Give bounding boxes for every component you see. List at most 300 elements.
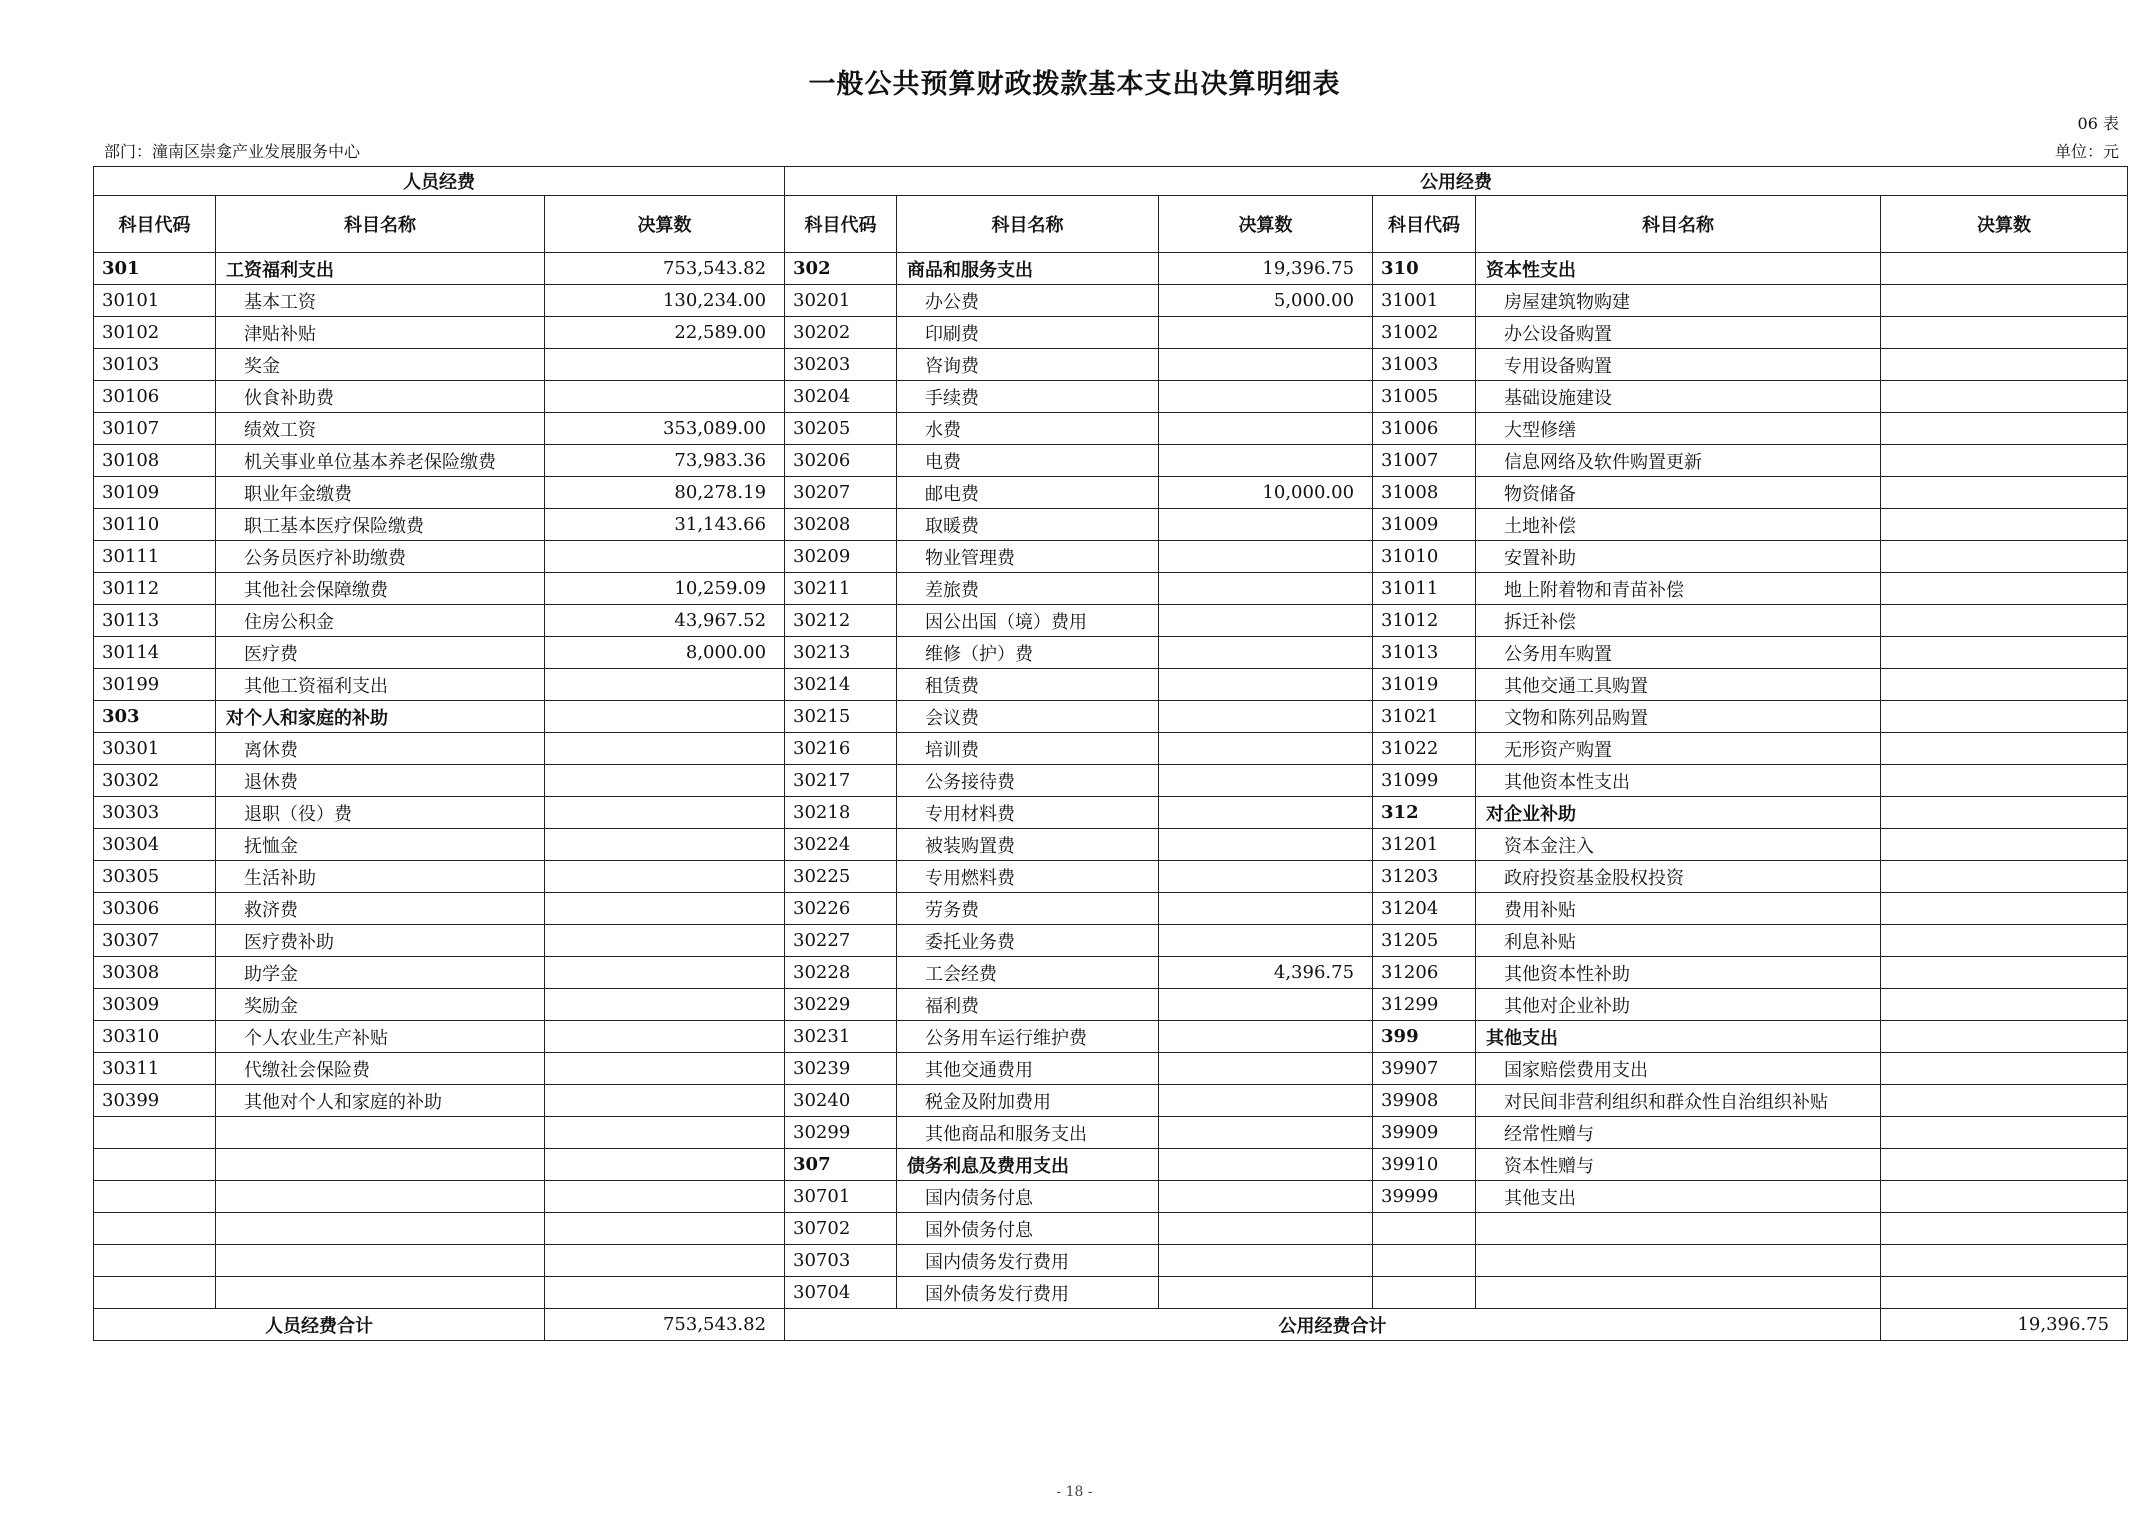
item-code: 30310 (94, 1021, 216, 1053)
item-code: 30305 (94, 861, 216, 893)
item-amount (1159, 1021, 1373, 1053)
table-row (94, 253, 2128, 285)
item-amount (1159, 797, 1373, 829)
item-code: 30311 (94, 1053, 216, 1085)
item-code (94, 1277, 216, 1309)
item-code: 30701 (785, 1181, 897, 1213)
item-name: 职业年金缴费 (216, 477, 545, 509)
item-amount (545, 1021, 785, 1053)
table-row (94, 1117, 2128, 1149)
item-name: 工会经费 (897, 957, 1159, 989)
item-code: 39907 (1373, 1053, 1476, 1085)
item-amount (545, 989, 785, 1021)
item-code: 301 (94, 253, 216, 285)
item-name: 对个人和家庭的补助 (216, 701, 545, 733)
item-amount (545, 381, 785, 413)
item-amount (1881, 285, 2128, 317)
item-code: 31011 (1373, 573, 1476, 605)
item-name (1476, 1245, 1881, 1277)
item-code: 31203 (1373, 861, 1476, 893)
item-code (94, 1213, 216, 1245)
item-amount (1159, 605, 1373, 637)
item-name: 助学金 (216, 957, 545, 989)
item-name: 委托业务费 (897, 925, 1159, 957)
item-name: 基本工资 (216, 285, 545, 317)
department-label: 部门：潼南区崇龛产业发展服务中心 (104, 142, 361, 161)
item-code: 30214 (785, 669, 897, 701)
col-code-header: 科目代码 (785, 196, 897, 253)
item-name: 伙食补助费 (216, 381, 545, 413)
item-name: 奖励金 (216, 989, 545, 1021)
item-name: 退职（役）费 (216, 797, 545, 829)
item-code: 39908 (1373, 1085, 1476, 1117)
item-name: 救济费 (216, 893, 545, 925)
item-name: 其他对企业补助 (1476, 989, 1881, 1021)
item-code: 30302 (94, 765, 216, 797)
item-amount (1881, 1053, 2128, 1085)
item-amount (1881, 861, 2128, 893)
item-code: 303 (94, 701, 216, 733)
item-amount (545, 541, 785, 573)
col-name-header: 科目名称 (1476, 196, 1881, 253)
item-name: 办公费 (897, 285, 1159, 317)
item-name: 公务用车购置 (1476, 637, 1881, 669)
item-name: 国家赔偿费用支出 (1476, 1053, 1881, 1085)
item-code: 30203 (785, 349, 897, 381)
item-amount (1881, 317, 2128, 349)
item-name: 代缴社会保险费 (216, 1053, 545, 1085)
item-amount: 22,589.00 (545, 317, 785, 349)
item-code: 31007 (1373, 445, 1476, 477)
item-name: 税金及附加费用 (897, 1085, 1159, 1117)
item-name: 机关事业单位基本养老保险缴费 (216, 445, 545, 477)
item-code: 30213 (785, 637, 897, 669)
item-amount (1159, 413, 1373, 445)
item-code: 30225 (785, 861, 897, 893)
item-code: 312 (1373, 797, 1476, 829)
item-amount (1159, 349, 1373, 381)
item-code: 399 (1373, 1021, 1476, 1053)
item-name: 其他资本性补助 (1476, 957, 1881, 989)
item-name: 文物和陈列品购置 (1476, 701, 1881, 733)
item-amount (1159, 733, 1373, 765)
item-code: 30226 (785, 893, 897, 925)
item-name: 其他对个人和家庭的补助 (216, 1085, 545, 1117)
item-name: 生活补助 (216, 861, 545, 893)
item-amount (1881, 477, 2128, 509)
item-code (94, 1181, 216, 1213)
table-row (94, 317, 2128, 349)
item-code: 30306 (94, 893, 216, 925)
item-name: 国内债务付息 (897, 1181, 1159, 1213)
table-row (94, 573, 2128, 605)
item-code: 31201 (1373, 829, 1476, 861)
table-row (94, 925, 2128, 957)
item-name: 咨询费 (897, 349, 1159, 381)
item-amount (1159, 637, 1373, 669)
item-amount (1881, 1245, 2128, 1277)
item-name: 会议费 (897, 701, 1159, 733)
item-name: 利息补贴 (1476, 925, 1881, 957)
item-name: 医疗费补助 (216, 925, 545, 957)
item-code: 30108 (94, 445, 216, 477)
item-name: 电费 (897, 445, 1159, 477)
table-row (94, 1181, 2128, 1213)
item-amount (545, 733, 785, 765)
item-amount: 5,000.00 (1159, 285, 1373, 317)
item-name: 其他商品和服务支出 (897, 1117, 1159, 1149)
item-name: 大型修缮 (1476, 413, 1881, 445)
item-code: 31021 (1373, 701, 1476, 733)
item-amount (545, 957, 785, 989)
table-row (94, 1085, 2128, 1117)
item-code: 30202 (785, 317, 897, 349)
item-code: 30307 (94, 925, 216, 957)
table-row (94, 861, 2128, 893)
item-amount: 80,278.19 (545, 477, 785, 509)
item-code: 30113 (94, 605, 216, 637)
item-code (1373, 1213, 1476, 1245)
item-amount (1159, 381, 1373, 413)
item-name (216, 1149, 545, 1181)
group-personnel-header: 人员经费 (94, 167, 785, 196)
item-name: 因公出国（境）费用 (897, 605, 1159, 637)
item-name: 福利费 (897, 989, 1159, 1021)
item-code: 30703 (785, 1245, 897, 1277)
item-code: 31001 (1373, 285, 1476, 317)
col-amount-header: 决算数 (1881, 196, 2128, 253)
item-name: 退休费 (216, 765, 545, 797)
item-amount (1881, 413, 2128, 445)
item-name: 其他资本性支出 (1476, 765, 1881, 797)
item-amount (1159, 541, 1373, 573)
item-name (216, 1117, 545, 1149)
item-name: 拆迁补偿 (1476, 605, 1881, 637)
table-number: 06 表 (2077, 114, 2119, 133)
item-amount (545, 1245, 785, 1277)
item-amount (545, 1213, 785, 1245)
item-amount (1881, 573, 2128, 605)
item-name: 其他工资福利支出 (216, 669, 545, 701)
item-name: 无形资产购置 (1476, 733, 1881, 765)
item-name: 其他交通费用 (897, 1053, 1159, 1085)
item-name: 差旅费 (897, 573, 1159, 605)
item-amount: 353,089.00 (545, 413, 785, 445)
item-amount (545, 893, 785, 925)
item-amount (545, 701, 785, 733)
expenditure-table (93, 166, 2128, 1341)
item-amount (1159, 1277, 1373, 1309)
table-row (94, 413, 2128, 445)
unit-label: 单位：元 (2054, 142, 2119, 161)
item-name: 培训费 (897, 733, 1159, 765)
item-amount (1881, 1021, 2128, 1053)
item-amount (545, 797, 785, 829)
item-code: 31013 (1373, 637, 1476, 669)
item-amount (1881, 541, 2128, 573)
item-amount (1159, 1117, 1373, 1149)
item-name: 职工基本医疗保险缴费 (216, 509, 545, 541)
item-amount (1881, 1117, 2128, 1149)
item-code (1373, 1245, 1476, 1277)
item-amount (1159, 1245, 1373, 1277)
item-amount (1159, 925, 1373, 957)
item-name: 公务用车运行维护费 (897, 1021, 1159, 1053)
item-name: 资本性赠与 (1476, 1149, 1881, 1181)
item-code: 30102 (94, 317, 216, 349)
public-total-label: 公用经费合计 (785, 1309, 1881, 1341)
item-code: 31008 (1373, 477, 1476, 509)
item-amount (1881, 1213, 2128, 1245)
item-amount (1881, 957, 2128, 989)
table-body (94, 253, 2128, 1309)
item-name: 工资福利支出 (216, 253, 545, 285)
item-amount: 753,543.82 (545, 253, 785, 285)
item-code: 30217 (785, 765, 897, 797)
item-code: 31012 (1373, 605, 1476, 637)
item-amount (1159, 1085, 1373, 1117)
table-row (94, 605, 2128, 637)
item-code: 30301 (94, 733, 216, 765)
item-amount (1159, 989, 1373, 1021)
item-amount (545, 1181, 785, 1213)
item-name: 土地补偿 (1476, 509, 1881, 541)
item-amount (1881, 637, 2128, 669)
item-amount (545, 349, 785, 381)
item-amount (1881, 989, 2128, 1021)
item-code: 30299 (785, 1117, 897, 1149)
item-amount (1881, 829, 2128, 861)
item-code: 31204 (1373, 893, 1476, 925)
item-amount (1881, 893, 2128, 925)
col-code-header: 科目代码 (1373, 196, 1476, 253)
item-amount: 73,983.36 (545, 445, 785, 477)
item-name: 印刷费 (897, 317, 1159, 349)
item-code: 31206 (1373, 957, 1476, 989)
item-code: 31099 (1373, 765, 1476, 797)
item-name: 其他社会保障缴费 (216, 573, 545, 605)
item-code: 30201 (785, 285, 897, 317)
item-code: 30111 (94, 541, 216, 573)
item-name: 国内债务发行费用 (897, 1245, 1159, 1277)
item-amount (545, 1117, 785, 1149)
item-amount (545, 1277, 785, 1309)
item-amount (1159, 1053, 1373, 1085)
item-code (1373, 1277, 1476, 1309)
item-code: 39910 (1373, 1149, 1476, 1181)
page-title: 一般公共预算财政拨款基本支出决算明细表 (808, 69, 1341, 100)
table-row (94, 541, 2128, 573)
item-name: 公务接待费 (897, 765, 1159, 797)
item-code: 30303 (94, 797, 216, 829)
item-code: 30399 (94, 1085, 216, 1117)
item-code: 30229 (785, 989, 897, 1021)
item-amount: 130,234.00 (545, 285, 785, 317)
item-amount (1159, 509, 1373, 541)
item-code: 30208 (785, 509, 897, 541)
item-amount (1881, 733, 2128, 765)
item-amount (1159, 573, 1373, 605)
item-name: 租赁费 (897, 669, 1159, 701)
item-amount (1881, 701, 2128, 733)
item-name: 专用材料费 (897, 797, 1159, 829)
item-name (216, 1245, 545, 1277)
item-name: 津贴补贴 (216, 317, 545, 349)
item-amount (545, 861, 785, 893)
table-row (94, 957, 2128, 989)
table-row (94, 445, 2128, 477)
item-amount (545, 1053, 785, 1085)
item-name: 政府投资基金股权投资 (1476, 861, 1881, 893)
item-name: 国外债务付息 (897, 1213, 1159, 1245)
table-row (94, 797, 2128, 829)
item-amount: 10,259.09 (545, 573, 785, 605)
item-code: 31010 (1373, 541, 1476, 573)
table-row (94, 701, 2128, 733)
item-name: 抚恤金 (216, 829, 545, 861)
item-amount (1881, 445, 2128, 477)
item-code: 31002 (1373, 317, 1476, 349)
item-code: 30216 (785, 733, 897, 765)
item-code: 31003 (1373, 349, 1476, 381)
item-code: 30207 (785, 477, 897, 509)
table-row (94, 669, 2128, 701)
item-amount (1159, 1213, 1373, 1245)
public-total-amount: 19,396.75 (1881, 1309, 2128, 1341)
item-amount (1159, 701, 1373, 733)
item-amount (1159, 765, 1373, 797)
item-name: 邮电费 (897, 477, 1159, 509)
item-name: 费用补贴 (1476, 893, 1881, 925)
item-name: 物资储备 (1476, 477, 1881, 509)
item-name: 资本性支出 (1476, 253, 1881, 285)
item-amount: 8,000.00 (545, 637, 785, 669)
item-code: 30211 (785, 573, 897, 605)
item-name: 离休费 (216, 733, 545, 765)
item-amount (545, 669, 785, 701)
table-row (94, 509, 2128, 541)
item-amount (1159, 669, 1373, 701)
item-amount (1881, 925, 2128, 957)
item-name: 房屋建筑物购建 (1476, 285, 1881, 317)
item-amount (545, 1149, 785, 1181)
item-amount: 43,967.52 (545, 605, 785, 637)
item-amount (545, 925, 785, 957)
item-name: 其他支出 (1476, 1181, 1881, 1213)
item-amount (1881, 1085, 2128, 1117)
table-row (94, 765, 2128, 797)
item-amount (1159, 1149, 1373, 1181)
item-name: 维修（护）费 (897, 637, 1159, 669)
totals-row (94, 1309, 2128, 1341)
col-name-header: 科目名称 (897, 196, 1159, 253)
item-code: 31299 (1373, 989, 1476, 1021)
item-name: 商品和服务支出 (897, 253, 1159, 285)
item-code: 30114 (94, 637, 216, 669)
group-public-header: 公用经费 (785, 167, 2128, 196)
item-name: 专用设备购置 (1476, 349, 1881, 381)
item-name: 对企业补助 (1476, 797, 1881, 829)
item-code: 31005 (1373, 381, 1476, 413)
item-code: 30199 (94, 669, 216, 701)
item-code: 30215 (785, 701, 897, 733)
item-name (216, 1213, 545, 1245)
item-amount (1881, 765, 2128, 797)
item-name: 对民间非营利组织和群众性自治组织补贴 (1476, 1085, 1881, 1117)
item-code: 30308 (94, 957, 216, 989)
item-code: 30309 (94, 989, 216, 1021)
item-code: 30205 (785, 413, 897, 445)
item-name: 经常性赠与 (1476, 1117, 1881, 1149)
personnel-total-label: 人员经费合计 (94, 1309, 545, 1341)
item-code: 31022 (1373, 733, 1476, 765)
item-code: 31006 (1373, 413, 1476, 445)
table-row (94, 1021, 2128, 1053)
table-row (94, 829, 2128, 861)
item-amount (545, 765, 785, 797)
item-code: 30110 (94, 509, 216, 541)
item-amount (1881, 669, 2128, 701)
item-name: 安置补助 (1476, 541, 1881, 573)
item-name: 奖金 (216, 349, 545, 381)
table-row (94, 477, 2128, 509)
item-name: 手续费 (897, 381, 1159, 413)
item-name: 被装购置费 (897, 829, 1159, 861)
item-name: 劳务费 (897, 893, 1159, 925)
table-row (94, 285, 2128, 317)
item-code: 30231 (785, 1021, 897, 1053)
item-amount (1881, 381, 2128, 413)
personnel-total-amount: 753,543.82 (545, 1309, 785, 1341)
item-code: 30227 (785, 925, 897, 957)
col-code-header: 科目代码 (94, 196, 216, 253)
item-amount: 31,143.66 (545, 509, 785, 541)
item-name: 水费 (897, 413, 1159, 445)
item-code: 30240 (785, 1085, 897, 1117)
item-amount (1881, 605, 2128, 637)
item-code: 39909 (1373, 1117, 1476, 1149)
item-amount (1159, 1181, 1373, 1213)
item-code: 30101 (94, 285, 216, 317)
item-code: 30112 (94, 573, 216, 605)
item-amount (1159, 829, 1373, 861)
item-code: 31205 (1373, 925, 1476, 957)
table-row (94, 1245, 2128, 1277)
item-amount (1159, 893, 1373, 925)
item-name: 国外债务发行费用 (897, 1277, 1159, 1309)
table-row (94, 349, 2128, 381)
item-code: 30103 (94, 349, 216, 381)
table-row (94, 637, 2128, 669)
item-code (94, 1149, 216, 1181)
item-name: 取暖费 (897, 509, 1159, 541)
item-name: 医疗费 (216, 637, 545, 669)
item-amount: 19,396.75 (1159, 253, 1373, 285)
item-amount (1881, 1149, 2128, 1181)
table-row (94, 733, 2128, 765)
item-code: 31009 (1373, 509, 1476, 541)
item-name: 公务员医疗补助缴费 (216, 541, 545, 573)
item-code (94, 1117, 216, 1149)
item-code: 30218 (785, 797, 897, 829)
item-code: 30704 (785, 1277, 897, 1309)
table-row (94, 1277, 2128, 1309)
item-amount (545, 829, 785, 861)
item-name: 债务利息及费用支出 (897, 1149, 1159, 1181)
item-code: 30209 (785, 541, 897, 573)
item-code: 30206 (785, 445, 897, 477)
item-code: 30204 (785, 381, 897, 413)
